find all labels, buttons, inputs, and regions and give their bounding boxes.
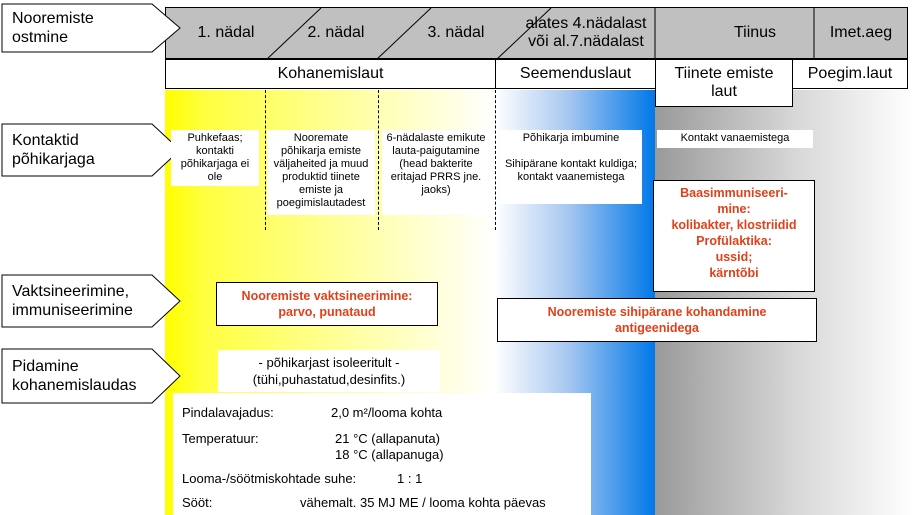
isolation-line2: (tühi,puhastatud,desinfits.) — [252, 372, 406, 387]
barn-insemination: Seemenduslaut — [495, 59, 656, 89]
barn-pregnant-line2: laut — [711, 83, 737, 100]
row-label-vaccination — [2, 275, 182, 327]
barn-adaptation: Kohanemislaut — [165, 59, 496, 89]
targeted-adaptation-line2: antigeenidega — [614, 321, 700, 335]
row-label-keeping — [2, 349, 182, 403]
feed-value: vähemalt. 35 MJ ME / looma kohta päevas — [300, 495, 546, 510]
row-label-purchase-line1: Nooremiste — [12, 10, 94, 27]
timeline-header — [165, 7, 908, 59]
young-sow-vaccination-box — [216, 282, 438, 326]
base-immunisation-line3: kolibakter, klostriidid — [671, 218, 797, 232]
base-immunisation-box — [653, 180, 815, 292]
row-label-vaccination-line1: Vaktsineerimine, — [12, 283, 130, 300]
timeline-week-3: 3. nädal — [427, 24, 485, 41]
feed-label: Sööt: — [182, 495, 213, 510]
week-divider-3 — [495, 90, 496, 230]
row-label-keeping-line1: Pidamine — [12, 358, 79, 375]
row-label-contacts-line1: Kontaktid — [12, 132, 79, 149]
isolation-line1: - põhikarjast isoleeritult - — [258, 355, 400, 370]
contact-note-week1: Puhkefaas; kontakti põhikarjaga ei ole — [171, 130, 259, 186]
ratio-value: 1 : 1 — [397, 471, 423, 486]
base-immunisation-line5: ussid; — [715, 250, 753, 264]
space-value: 2,0 m²/looma kohta — [331, 405, 443, 420]
targeted-adaptation-line1: Nooremiste sihipärane kohandamine — [547, 305, 767, 319]
timeline-week-4-onward — [496, 8, 656, 58]
row-label-vaccination-line2: immuniseerimine — [12, 302, 133, 319]
contact-note-week3: 6-nädalaste emikute lauta-paigutamine (head bakterite eritajad PRRS jne. jaoks) — [382, 130, 490, 215]
temperature-label: Temperatuur: — [182, 431, 259, 446]
ratio-label: Looma-/söötmiskohtade suhe: — [182, 471, 357, 486]
row-label-contacts — [2, 124, 182, 176]
temperature-value-1: 21 °C (allapanuta) — [335, 431, 440, 446]
temperature-value-2: 18 °C (allapanuga) — [335, 447, 444, 462]
contact-note-week4-line1: Põhikarja imbumine — [522, 132, 620, 144]
timeline-week-4-line1: alates 4.nädalast — [525, 15, 647, 32]
timeline-week-2: 2. nädal — [307, 24, 365, 41]
young-sow-vaccination-line1: Nooremiste vaktsineerimine: — [241, 289, 413, 303]
barn-farrowing: Poegim.laut — [792, 59, 908, 89]
timeline-week-4-line2: või al.7.nädalast — [528, 33, 644, 50]
barn-pregnant-line1: Tiinete emiste — [674, 65, 774, 82]
week-divider-1 — [265, 90, 266, 230]
base-immunisation-line1: Baasimmuniseeri- — [680, 186, 788, 200]
row-label-purchase — [2, 4, 182, 52]
timeline-lactation: Imet.aeg — [829, 24, 893, 41]
row-label-purchase-line2: ostmine — [12, 29, 69, 46]
contact-note-pregnancy: Kontakt vanaemistega — [657, 130, 813, 148]
base-immunisation-line4: Profülaktika: — [696, 234, 772, 248]
week-divider-2 — [378, 90, 379, 230]
row-label-keeping-line2: kohanemislaudas — [12, 377, 137, 394]
space-label: Pindalavajadus: — [182, 405, 274, 420]
base-immunisation-line6: kärntõbi — [709, 266, 759, 280]
timeline-pregnancy: Tiinus — [733, 24, 777, 41]
barn-pregnant — [655, 59, 793, 107]
base-immunisation-line2: mine: — [717, 202, 751, 216]
contact-note-week2: Nooremate põhikarja emiste väljaheited ja muud produktid tiinete emiste ja poegimislautadest — [267, 130, 375, 215]
timeline-week-1: 1. nädal — [197, 24, 255, 41]
keeping-requirements-box — [173, 393, 591, 515]
targeted-adaptation-box — [497, 298, 817, 342]
contact-note-week4 — [500, 130, 642, 204]
young-sow-vaccination-line2: parvo, punataud — [278, 305, 376, 319]
contact-note-week4-line2: Sihipärane kontakt kuldiga; kontakt vaanemistega — [504, 158, 638, 183]
row-label-contacts-line2: põhikarjaga — [12, 151, 95, 168]
isolation-note — [218, 350, 440, 392]
